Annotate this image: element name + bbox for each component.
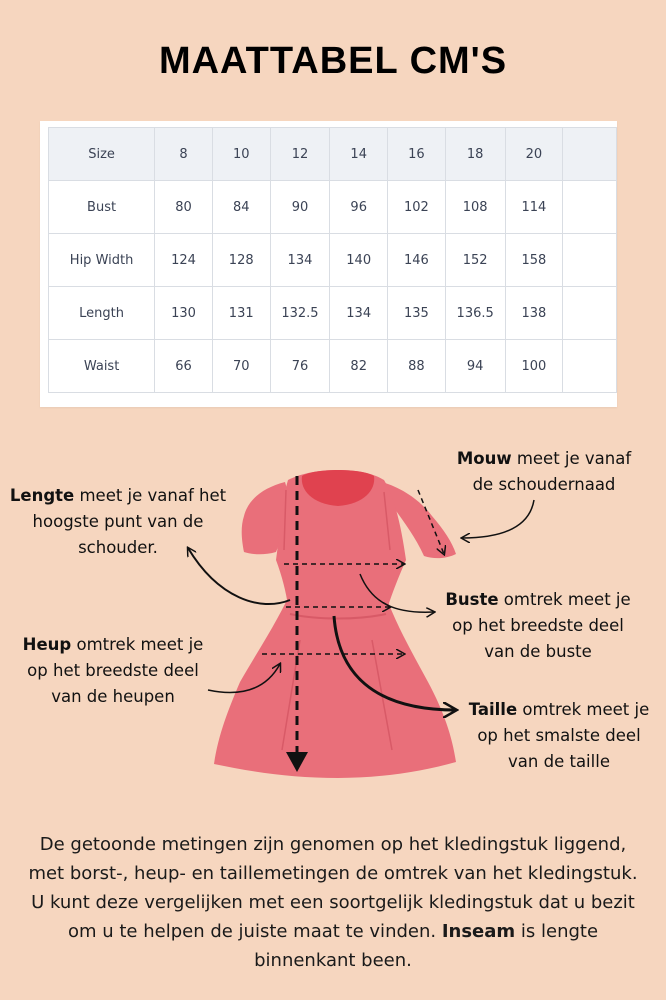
buste-label-line2: op het breedste deel [452,616,624,635]
table-cell: 76 [270,340,330,393]
table-cell: 128 [212,234,270,287]
table-cell: 135 [388,287,446,340]
note-bold-word: Inseam [441,921,516,942]
table-cell: 108 [445,181,505,234]
lengte-label-line1: meet je vanaf het [74,486,227,505]
lengte-label [6,483,230,561]
lengte-label-line2: hoogste punt van de [32,512,204,531]
heup-label-line3: van de heupen [51,687,175,706]
table-cell: 102 [388,181,446,234]
table-cell: 134 [330,287,388,340]
table-cell [563,340,617,393]
table-cell: 100 [505,340,563,393]
mouw-label-line1: meet je vanaf [511,449,632,468]
table-header-cell: 10 [212,128,270,181]
table-cell: 70 [212,340,270,393]
table-header-cell: 12 [270,128,330,181]
size-table-card [40,121,617,407]
row-label: Length [49,287,155,340]
table-header-cell: 18 [445,128,505,181]
table-header-cell: 20 [505,128,563,181]
buste-label-line1: omtrek meet je [498,590,631,609]
table-header-cell: 16 [388,128,446,181]
row-label: Bust [49,181,155,234]
table-cell: 84 [212,181,270,234]
taille-label-bold: Taille [468,700,518,719]
table-cell: 132.5 [270,287,330,340]
table-row [49,181,617,234]
table-row [49,234,617,287]
table-cell: 130 [155,287,213,340]
table-header-cell: 8 [155,128,213,181]
buste-label-line3: van de buste [484,642,592,661]
table-cell: 131 [212,287,270,340]
row-label: Waist [49,340,155,393]
table-cell: 138 [505,287,563,340]
table-cell: 82 [330,340,388,393]
table-cell: 136.5 [445,287,505,340]
table-cell: 80 [155,181,213,234]
table-cell: 88 [388,340,446,393]
table-cell [563,234,617,287]
table-cell: 140 [330,234,388,287]
row-label: Hip Width [49,234,155,287]
mouw-label-bold: Mouw [456,449,512,468]
note-end: is lengte binnenkant been. [254,921,599,971]
table-cell: 90 [270,181,330,234]
table-cell: 124 [155,234,213,287]
table-cell: 114 [505,181,563,234]
taille-label-line2: op het smalste deel [477,726,641,745]
table-header-cell [563,128,617,181]
taille-label-line1: omtrek meet je [517,700,650,719]
mouw-label [446,446,642,498]
table-header-cell: 14 [330,128,388,181]
buste-label [432,587,644,665]
note-text: De getoonde metingen zijn genomen op het kledingstuk liggend, met borst-, heup- en taillemetingen de omtrek van het kledingstuk. U kunt deze vergelijken met een soortgelijk kledingstuk dat u bezit om u te helpen de juiste maat te vinden. [28,834,638,942]
heup-label-bold: Heup [22,635,72,654]
table-cell: 146 [388,234,446,287]
page-title: MAATTABEL CM'S [158,40,508,82]
table-cell: 158 [505,234,563,287]
table-cell: 94 [445,340,505,393]
heup-label-line1: omtrek meet je [71,635,204,654]
table-cell: 152 [445,234,505,287]
size-table [48,127,617,393]
heup-label-line2: op het breedste deel [27,661,199,680]
table-cell: 96 [330,181,388,234]
mouw-pointer-arrow [462,500,534,538]
heup-label [8,632,218,710]
buste-label-bold: Buste [445,590,499,609]
table-row [49,340,617,393]
table-cell: 134 [270,234,330,287]
table-header-row [49,128,617,181]
lengte-label-line3: schouder. [78,538,158,557]
measurement-note [20,830,646,975]
table-cell [563,181,617,234]
table-row [49,287,617,340]
taille-label [456,697,662,775]
lengte-label-bold: Lengte [9,486,75,505]
table-cell: 66 [155,340,213,393]
mouw-label-line2: de schoudernaad [472,475,616,494]
taille-label-line3: van de taille [508,752,610,771]
table-header-cell: Size [49,128,155,181]
table-cell [563,287,617,340]
